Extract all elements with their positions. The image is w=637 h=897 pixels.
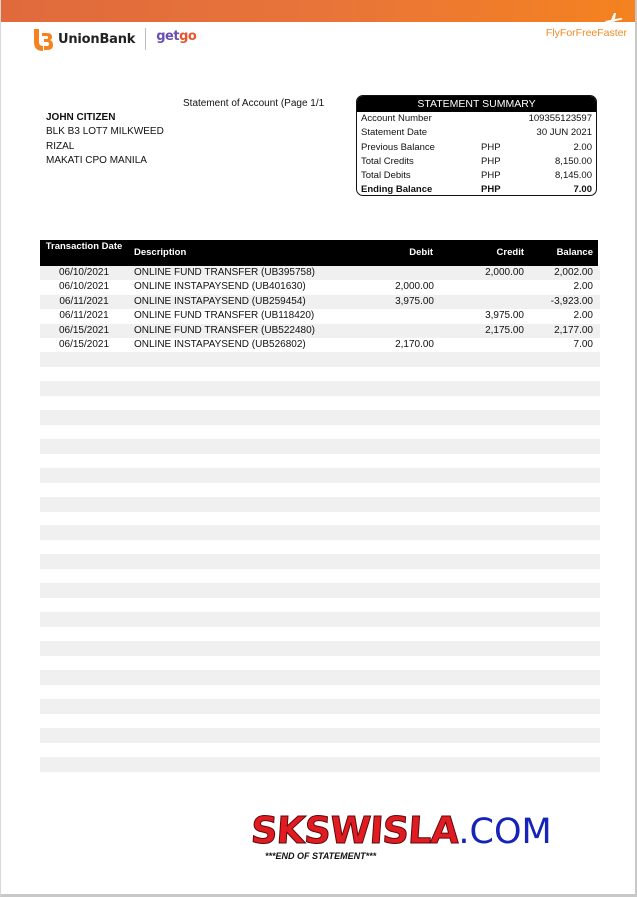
summary-currency — [481, 112, 521, 126]
watermark — [251, 809, 552, 855]
summary-row-account-number — [357, 112, 596, 126]
cell-date: 06/10/2021 — [58, 281, 110, 293]
cell-debit: 3,975.00 — [395, 295, 434, 307]
empty-row-stripe — [40, 525, 600, 540]
getgo-logo-go: go — [179, 28, 197, 44]
cell-date: 06/15/2021 — [58, 339, 110, 350]
cell-debit: 2,170.00 — [395, 339, 434, 350]
watermark-text-blue: .COM — [458, 812, 552, 852]
tagline: FlyForFreeFaster — [545, 27, 627, 39]
empty-row-stripe — [40, 410, 600, 425]
empty-row-stripe — [40, 612, 600, 627]
summary-currency: PHP — [481, 141, 501, 153]
empty-row-stripe — [40, 699, 600, 714]
cell-credit: 2,000.00 — [485, 267, 524, 278]
summary-row-statement-date — [357, 126, 596, 140]
table-row — [40, 266, 600, 280]
unionbank-logo-icon — [33, 27, 53, 51]
customer-address — [46, 111, 164, 169]
empty-row-stripe — [40, 352, 600, 367]
cell-credit: 3,975.00 — [485, 310, 524, 322]
cell-balance: 2,177.00 — [554, 324, 593, 336]
empty-row-stripe — [40, 497, 600, 512]
summary-value: 8,150.00 — [555, 155, 592, 167]
summary-row-previous-balance — [357, 141, 596, 155]
empty-row-stripe — [40, 381, 600, 396]
getgo-logo-get: get — [156, 28, 180, 44]
summary-currency: PHP — [481, 170, 501, 182]
summary-row-ending-balance — [357, 183, 596, 196]
cell-description: ONLINE INSTAPAYSEND (UB526802) — [134, 339, 306, 350]
summary-value: 7.00 — [573, 184, 592, 196]
cell-date: 06/11/2021 — [59, 310, 109, 322]
transactions-table-header — [40, 240, 598, 266]
column-header-description: Description — [134, 247, 187, 258]
address-line: RIZAL — [46, 140, 75, 152]
table-row — [40, 338, 600, 352]
cell-balance: 2,002.00 — [554, 267, 593, 278]
empty-row-stripe — [40, 554, 600, 569]
summary-value: 30 JUN 2021 — [536, 127, 592, 139]
summary-label: Account Number — [361, 113, 432, 124]
summary-value: 2.00 — [573, 141, 592, 153]
cell-date: 06/11/2021 — [59, 295, 109, 307]
customer-name: JOHN CITIZEN — [46, 112, 116, 123]
summary-row-total-credits — [357, 155, 596, 169]
column-header-date: Transaction Date — [45, 241, 123, 252]
statement-title: Statement of Account (Page 1/1 — [183, 98, 325, 109]
logo-divider — [145, 28, 146, 50]
cell-balance: 7.00 — [573, 339, 593, 350]
end-of-statement: ***END OF STATEMENT*** — [265, 851, 377, 861]
summary-label: Ending Balance — [361, 184, 433, 196]
column-header-debit: Debit — [409, 247, 433, 258]
column-header-credit: Credit — [496, 247, 524, 258]
table-row — [40, 280, 600, 294]
cell-date: 06/15/2021 — [58, 324, 110, 336]
empty-row-stripe — [40, 439, 600, 454]
cell-description: ONLINE INSTAPAYSEND (UB259454) — [134, 295, 306, 307]
empty-row-stripe — [40, 757, 600, 772]
empty-row-stripe — [40, 468, 600, 483]
cell-description: ONLINE INSTAPAYSEND (UB401630) — [134, 281, 306, 293]
empty-row-stripe — [40, 728, 600, 743]
cell-balance: 2.00 — [573, 310, 593, 322]
getgo-logo — [156, 29, 196, 44]
cell-balance: 2.00 — [573, 281, 593, 293]
summary-currency — [481, 126, 521, 140]
summary-title: STATEMENT SUMMARY — [357, 96, 596, 112]
summary-label: Total Credits — [361, 155, 414, 167]
header-bar — [1, 0, 635, 22]
bank-name: UnionBank — [58, 31, 136, 47]
summary-row-total-debits — [357, 169, 596, 183]
table-row — [40, 295, 600, 309]
cell-debit: 2,000.00 — [395, 281, 434, 293]
summary-label: Previous Balance — [361, 141, 435, 153]
cell-date: 06/10/2021 — [58, 267, 110, 278]
column-header-balance: Balance — [556, 247, 593, 258]
cell-description: ONLINE FUND TRANSFER (UB118420) — [134, 310, 315, 322]
summary-value: 109355123597 — [528, 113, 592, 124]
cell-description: ONLINE FUND TRANSFER (UB395758) — [134, 267, 315, 278]
statement-summary-box — [356, 95, 597, 196]
empty-row-stripe — [40, 670, 600, 685]
watermark-text-red: SKSWISLA — [249, 809, 460, 852]
address-line: BLK B3 LOT7 MILKWEED — [46, 126, 164, 138]
table-row — [40, 324, 600, 338]
summary-currency: PHP — [481, 155, 501, 167]
address-line: MAKATI CPO MANILA — [46, 155, 147, 167]
cell-description: ONLINE FUND TRANSFER (UB522480) — [134, 324, 315, 336]
empty-row-stripe — [40, 583, 600, 598]
airplane-icon — [603, 12, 623, 28]
empty-row-stripe — [40, 641, 600, 656]
summary-label: Total Debits — [361, 170, 411, 182]
summary-currency: PHP — [481, 184, 501, 196]
cell-credit: 2,175.00 — [485, 324, 524, 336]
table-row — [40, 309, 600, 323]
cell-balance: -3,923.00 — [550, 295, 593, 307]
summary-value: 8,145.00 — [555, 170, 592, 182]
unionbank-logo — [33, 27, 196, 51]
summary-label: Statement Date — [361, 127, 428, 139]
